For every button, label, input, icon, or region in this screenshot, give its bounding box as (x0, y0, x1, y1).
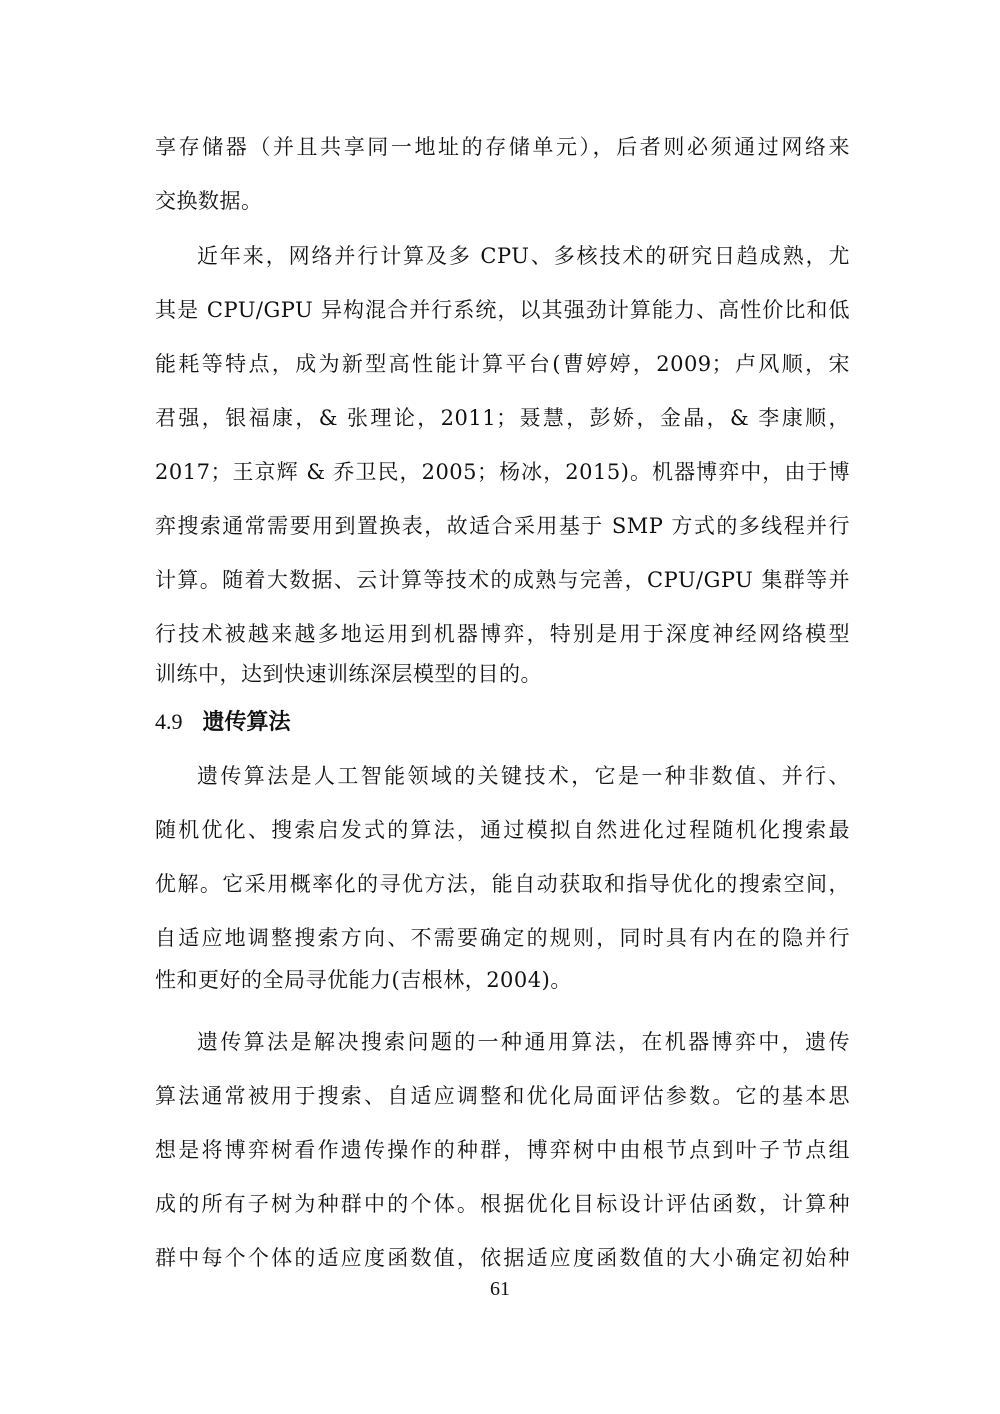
text-line: 计算。随着大数据、云计算等技术的成熟与完善，CPU/GPU 集群等并 (155, 568, 850, 592)
text-line: 自适应地调整搜索方向、不需要确定的规则，同时具有内在的隐并行 (155, 926, 850, 950)
text-line: 2017；王京辉 & 乔卫民，2005；杨冰，2015)。机器博弈中，由于博 (155, 460, 850, 484)
text-line: 成的所有子树为种群中的个体。根据优化目标设计评估函数，计算种 (155, 1192, 850, 1216)
text-line: 群中每个个体的适应度函数值，依据适应度函数值的大小确定初始种 (155, 1246, 850, 1270)
text-line: 优解。它采用概率化的寻优方法，能自动获取和指导优化的搜索空间， (155, 872, 850, 896)
page-number: 61 (490, 1278, 510, 1300)
text-line: 随机优化、搜索启发式的算法，通过模拟自然进化过程随机化搜索最 (155, 818, 850, 842)
section-heading (155, 706, 291, 739)
text-line: 君强，银福康，& 张理论，2011；聂慧，彭娇，金晶，& 李康顺， (155, 406, 850, 430)
text-line: 其是 CPU/GPU 异构混合并行系统，以其强劲计算能力、高性价比和低 (155, 298, 850, 322)
text-line: 算法通常被用于搜索、自适应调整和优化局面评估参数。它的基本思 (155, 1084, 850, 1108)
text-line: 遗传算法是人工智能领域的关键技术，它是一种非数值、并行、 (197, 764, 850, 788)
text-line: 享存储器（并且共享同一地址的存储单元），后者则必须通过网络来 (155, 135, 850, 159)
text-line: 遗传算法是解决搜索问题的一种通用算法，在机器博弈中，遗传 (197, 1030, 850, 1054)
text-line: 行技术被越来越多地运用到机器博弈，特别是用于深度神经网络模型 (155, 622, 850, 646)
text-line: 弈搜索通常需要用到置换表，故适合采用基于 SMP 方式的多线程并行 (155, 514, 850, 538)
text-line: 训练中，达到快速训练深层模型的目的。 (155, 662, 542, 686)
section-number: 4.9 (155, 709, 183, 734)
text-line: 性和更好的全局寻优能力(吉根林，2004)。 (155, 968, 572, 992)
text-line: 能耗等特点，成为新型高性能计算平台(曹婷婷，2009；卢风顺，宋 (155, 352, 850, 376)
text-line: 交换数据。 (155, 189, 263, 213)
text-line: 近年来，网络并行计算及多 CPU、多核技术的研究日趋成熟，尤 (197, 244, 850, 268)
text-line: 想是将博弈树看作遗传操作的种群，博弈树中由根节点到叶子节点组 (155, 1138, 850, 1162)
section-title: 遗传算法 (202, 710, 291, 735)
